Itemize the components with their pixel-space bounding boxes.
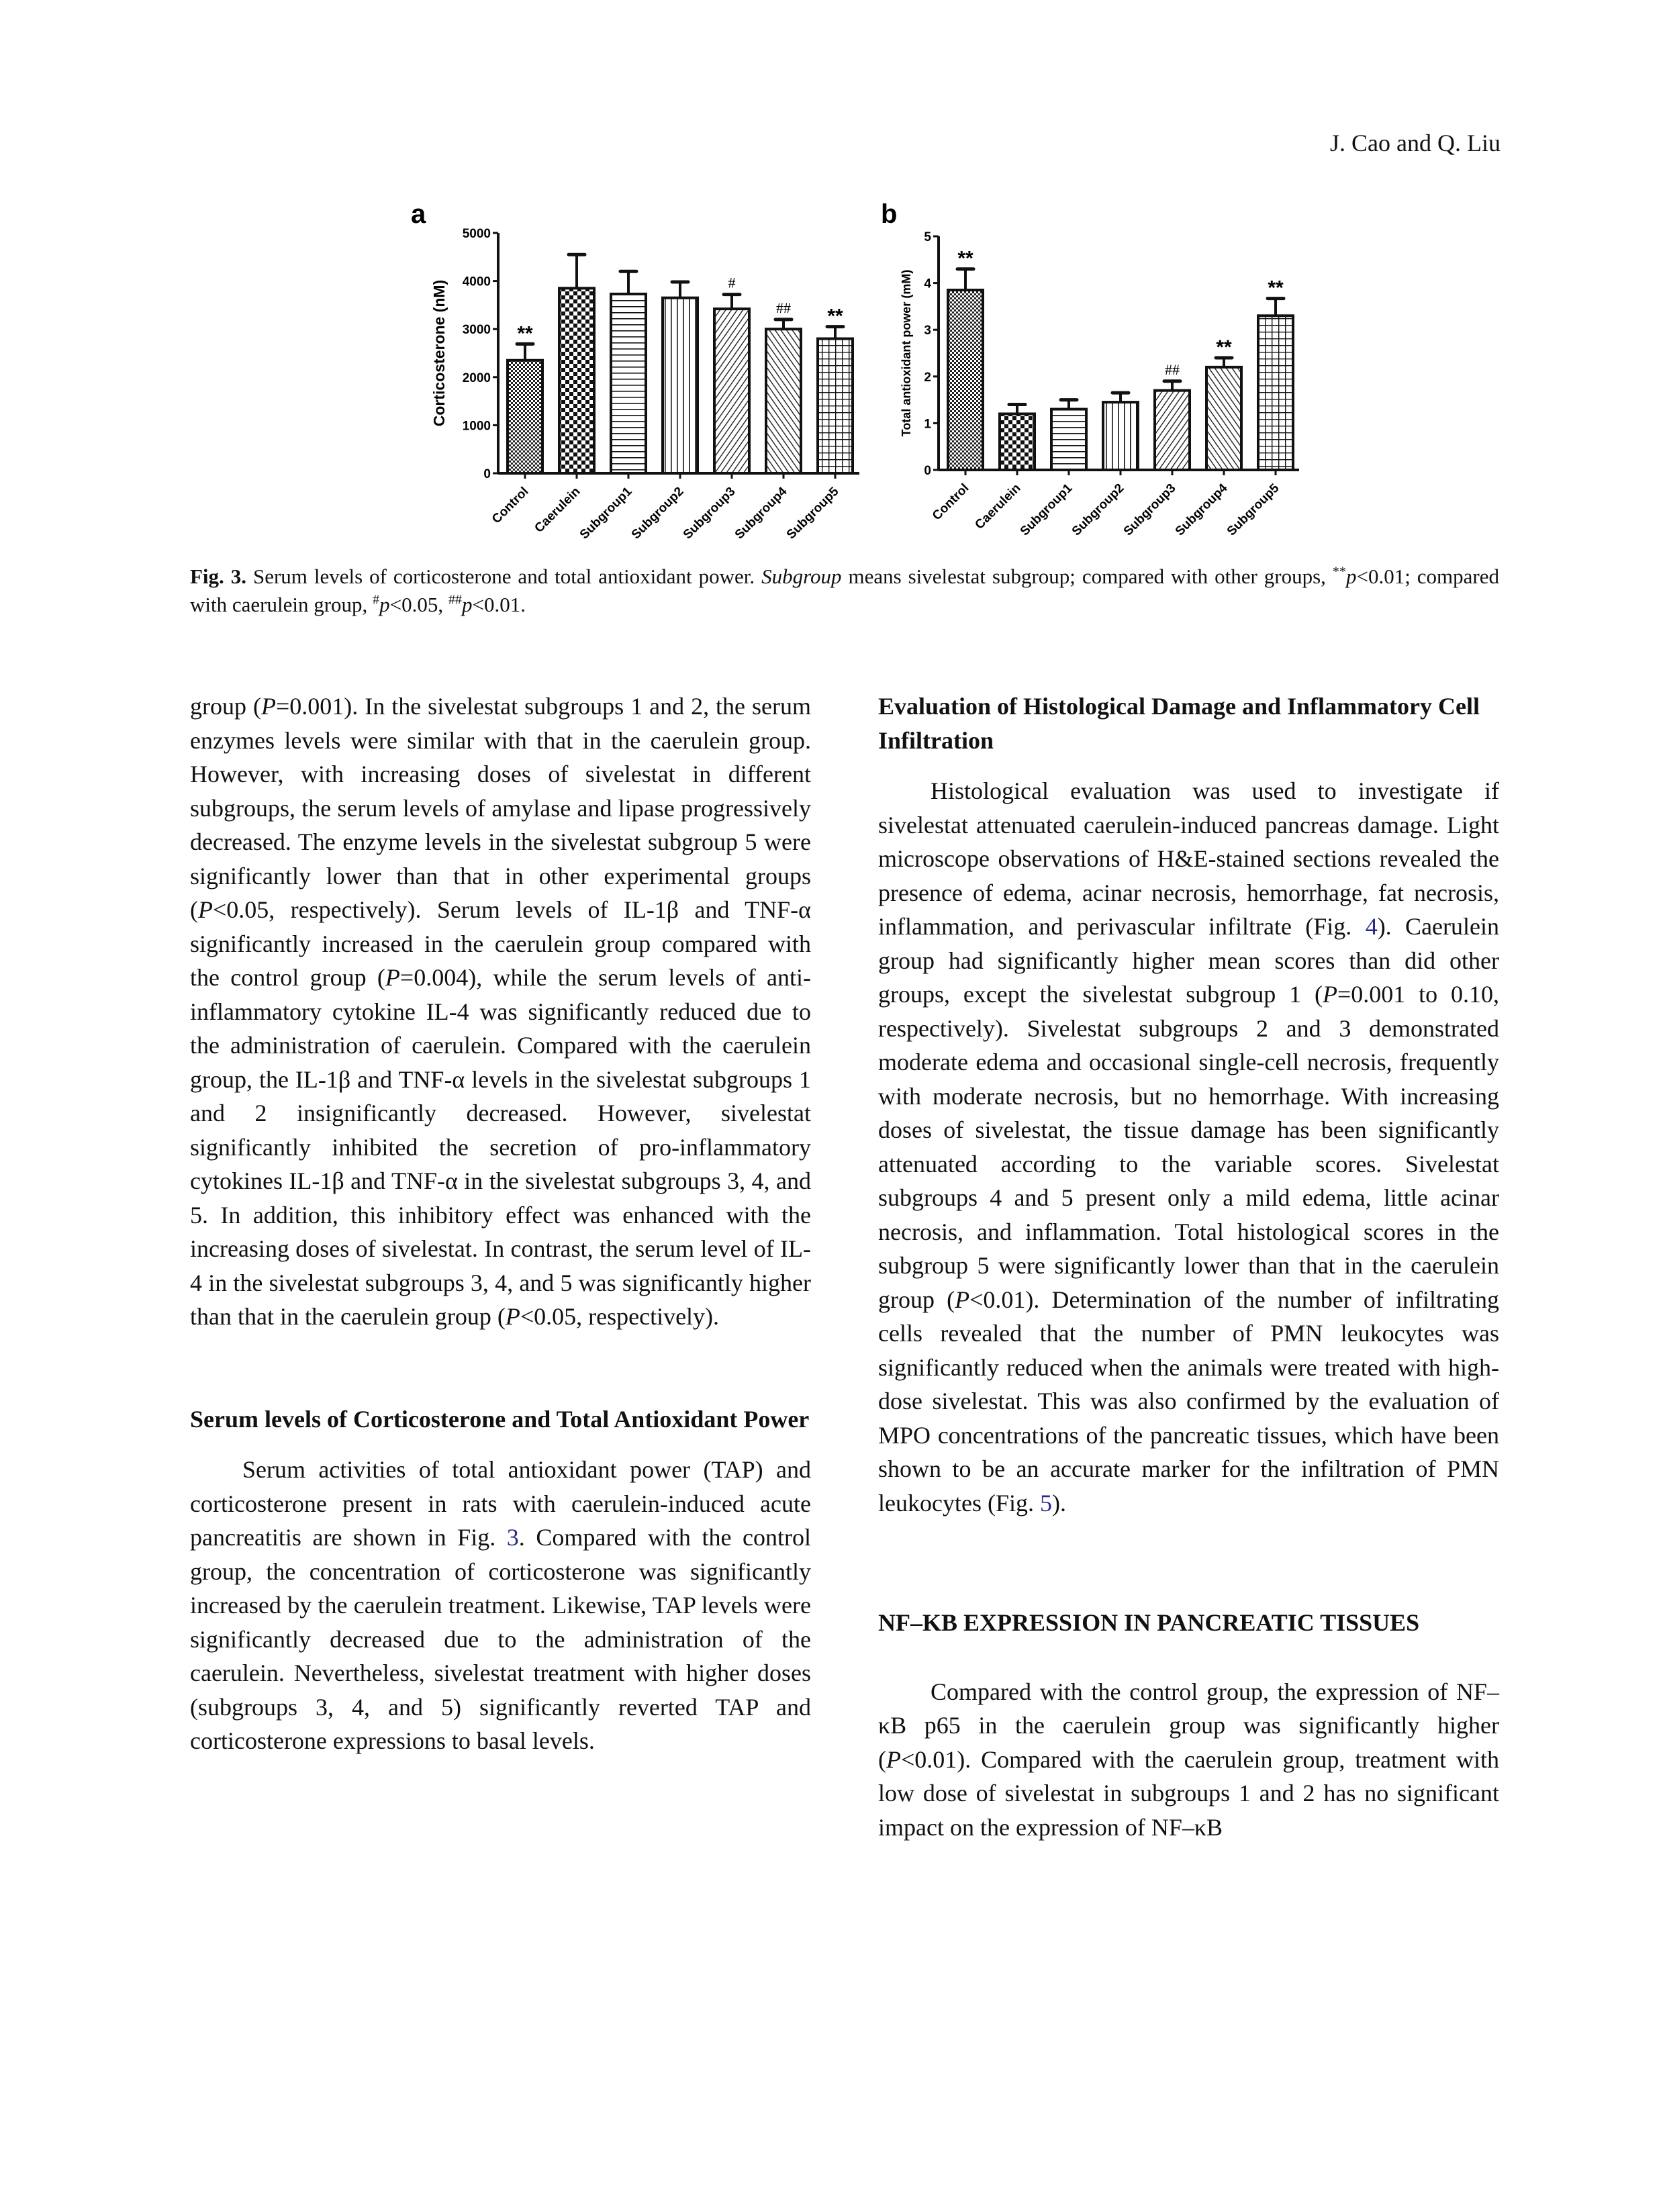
significance-marker: ## — [776, 299, 791, 316]
caption-text: means sivelestat subgroup; compared with other groups, — [841, 565, 1333, 588]
bar — [1258, 316, 1293, 470]
significance-marker: ** — [827, 305, 843, 328]
x-tick-label: Caerulein — [972, 481, 1024, 532]
x-tick-label: Subgroup4 — [732, 484, 790, 542]
paragraph: Histological evaluation was used to investigate if sivelestat attenuated caerulein-induced pancreas damage. Light microscope observations of H&E-stained sections revealed the presence of edema, acinar necrosis, hemorrhage, fat necrosis, inflammation, and perivascular infiltrate (Fig. 4). Caerulein group had significantly higher mean scores than did other groups, except the sivelestat subgroup 1 (P=0.001 to 0.10, respectively). Sivelestat subgroups 2 and 3 demonstrated moderate edema and occasional single-cell necrosis, frequently with moderate necrosis, but no hemorrhage. With increasing doses of sivelestat, the tissue damage has been significantly attenuated according to the variable scores. Sivelestat subgroups 4 and 5 present only a mild edema, little acinar necrosis, and inflammation. Total histological scores in the subgroup 5 were significantly lower than that in the caerulein group (P<0.01). Determination of the number of infiltrating cells revealed that the number of PMN leukocytes was significantly reduced when the animals were treated with high-dose sivelestat. This was also confirmed by the evaluation of MPO concentrations of the pancreatic tissues, which have been shown to be an accurate marker for the infiltration of PMN leukocytes (Fig. 5). — [878, 777, 1499, 1517]
running-head: J. Cao and Q. Liu — [1330, 130, 1501, 156]
chart-panel-a — [411, 199, 859, 542]
panel-label: a — [411, 199, 426, 229]
right-column — [878, 689, 1499, 1844]
bar — [714, 309, 749, 473]
paragraph: group (P=0.001). In the sivelestat subgroups 1 and 2, the serum enzymes levels were similar with that in the caerulein group. However, with increasing doses of sivelestat in different subgroups, the serum levels of amylase and lipase progressively decreased. The enzyme levels in the sivelestat subgroup 5 were significantly lower than that in other experimental groups (P<0.05, respectively). Serum levels of IL-1β and TNF-α significantly increased in the caerulein group compared with the control group (P=0.004), while the serum levels of anti-inflammatory cytokine IL-4 was significantly reduced due to the administration of caerulein. Compared with the caerulein group, the IL-1β and TNF-α levels in the sivelestat subgroups 1 and 2 insignificantly decreased. However, sivelestat significantly inhibited the secretion of pro-inflammatory cytokines IL-1β and TNF-α in the sivelestat subgroups 3, 4, and 5. In addition, this inhibitory effect was enhanced with the increasing doses of sivelestat. In contrast, the serum level of IL-4 in the sivelestat subgroups 3, 4, and 5 was significantly higher than that in the caerulein group (P<0.05, respectively). — [190, 693, 811, 1330]
bar — [1000, 414, 1035, 470]
figure-caption — [190, 563, 1499, 619]
bar — [1051, 410, 1086, 470]
x-tick-label: Subgroup4 — [1172, 481, 1231, 539]
y-tick-label: 4 — [924, 277, 931, 291]
significance-marker: ** — [957, 247, 973, 270]
bar — [766, 329, 801, 473]
bar — [818, 339, 853, 473]
y-tick-label: 2000 — [462, 371, 491, 385]
significance-marker: ** — [517, 322, 533, 345]
x-tick-label: Subgroup3 — [680, 484, 739, 542]
section-heading-histological: Evaluation of Histological Damage and Inflammatory Cell Infiltration — [878, 693, 1480, 754]
x-tick-label: Subgroup1 — [1017, 481, 1076, 539]
bar — [948, 290, 983, 470]
y-tick-label: 2 — [924, 370, 931, 385]
left-column — [190, 689, 811, 1758]
significance-marker: ** — [1216, 336, 1232, 358]
caption-p: p — [379, 593, 390, 616]
paragraph: Serum activities of total antioxidant power (TAP) and corticosterone present in rats with caerulein-induced acute pancreatitis are shown in Fig. 3. Compared with the control group, the concentration of corticosterone was significantly increased by the caerulein treatment. Likewise, TAP levels were significantly decreased due to the administration of the caerulein. Nevertheless, sivelestat treatment with higher doses (subgroups 3, 4, and 5) significantly reverted TAP and corticosterone expressions to basal levels. — [190, 1456, 811, 1754]
y-tick-label: 1000 — [462, 419, 491, 434]
caption-text: <0.05, — [389, 593, 448, 616]
figure-3 — [396, 195, 1336, 544]
y-axis-label: Corticosterone (nM) — [430, 279, 448, 427]
section-heading-serum-levels: Serum levels of Corticosterone and Total Antioxidant Power — [190, 1405, 810, 1433]
bar — [559, 288, 594, 473]
bar — [508, 360, 542, 473]
figure-5-link[interactable]: 5 — [1039, 1489, 1052, 1517]
x-tick-label: Subgroup1 — [577, 484, 635, 542]
y-tick-label: 4000 — [462, 275, 491, 289]
panel-label: b — [881, 199, 898, 229]
y-tick-label: 1 — [924, 417, 931, 432]
section-heading-nfkb: NF–KB EXPRESSION IN PANCREATIC TISSUES — [878, 1609, 1420, 1636]
y-axis-label: Total antioxidant power (mM) — [900, 269, 913, 437]
paragraph: Compared with the control group, the expression of NF–κB p65 in the caerulein group was significantly higher (P<0.01). Compared with the caerulein group, treatment with low dose of sivelestat in subgroups 1 and 2 has no significant impact on the expression of NF–κB — [878, 1678, 1499, 1841]
x-tick-label: Control — [489, 484, 532, 527]
y-tick-label: 0 — [483, 467, 491, 481]
y-tick-label: 0 — [924, 464, 931, 478]
x-tick-label: Caerulein — [532, 484, 583, 536]
caption-sig-symbol: ** — [1332, 564, 1346, 579]
caption-text: Serum levels of corticosterone and total antioxidant power. — [246, 565, 762, 588]
x-tick-label: Subgroup2 — [1069, 481, 1127, 539]
caption-text: <0.01; compared with caerulein group, — [190, 565, 1499, 616]
caption-label: Fig. 3. — [190, 565, 247, 588]
caption-p: p — [461, 593, 473, 616]
significance-marker: ** — [1268, 277, 1284, 299]
figure-3-link[interactable]: 3 — [506, 1524, 519, 1551]
chart-panel-b — [881, 199, 1299, 538]
bar — [1206, 367, 1241, 470]
bar — [663, 298, 698, 473]
caption-sig-symbol: # — [373, 592, 380, 608]
bar — [1155, 391, 1190, 470]
x-tick-label: Control — [929, 481, 972, 524]
significance-marker: # — [728, 274, 736, 291]
y-tick-label: 3 — [924, 324, 931, 338]
bar — [1103, 402, 1138, 470]
x-tick-label: Subgroup5 — [1224, 481, 1282, 539]
y-tick-label: 5 — [924, 230, 931, 244]
caption-subgroup: Subgroup — [761, 565, 842, 588]
y-tick-label: 3000 — [462, 323, 491, 338]
caption-p: p — [1345, 565, 1357, 588]
significance-marker: ## — [1165, 360, 1180, 378]
x-tick-label: Subgroup3 — [1121, 481, 1179, 539]
x-tick-label: Subgroup5 — [783, 484, 842, 542]
caption-sig-symbol: ## — [448, 592, 462, 608]
figure-4-link[interactable]: 4 — [1365, 913, 1378, 940]
caption-text: <0.01. — [472, 593, 526, 616]
figure-3-charts — [396, 195, 1336, 544]
x-tick-label: Subgroup2 — [628, 484, 687, 542]
bar — [611, 294, 646, 473]
y-tick-label: 5000 — [462, 227, 491, 241]
